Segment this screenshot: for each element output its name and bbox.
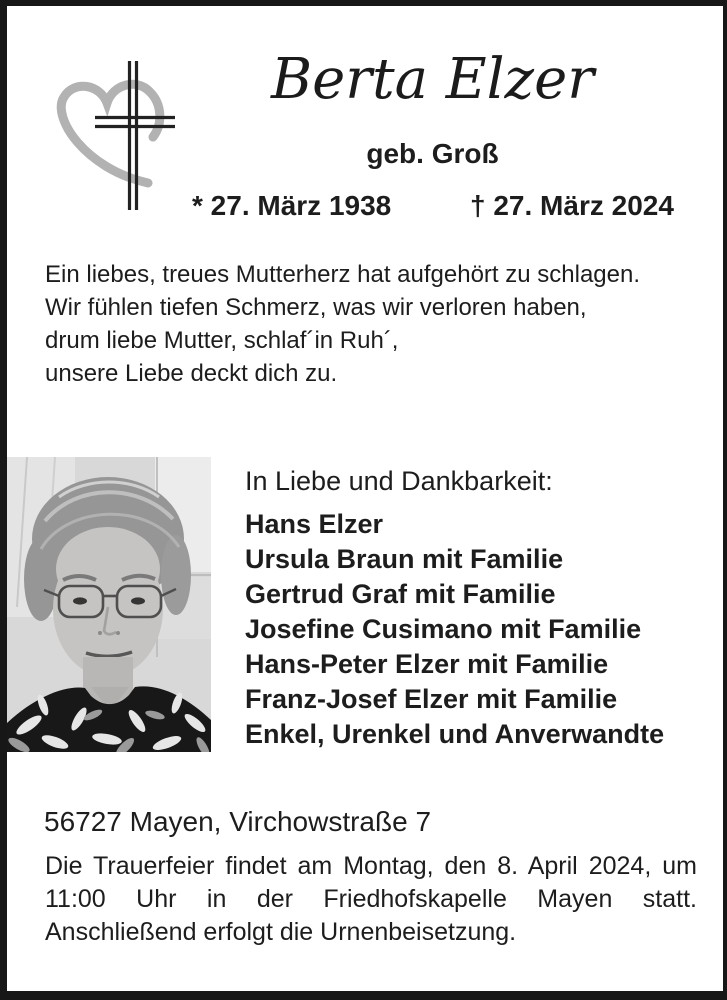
portrait-photo	[7, 457, 211, 752]
mourner-name: Enkel, Urenkel und Anverwandte	[245, 719, 665, 749]
verse-line: drum liebe Mutter, schlaf´in Ruh´,	[45, 327, 399, 354]
dedication-heading: In Liebe und Dankbarkeit:	[245, 466, 553, 496]
birth-date: * 27. März 1938	[192, 190, 392, 221]
mourner-name: Josefine Cusimano mit Familie	[245, 614, 642, 644]
funeral-info	[45, 850, 697, 949]
mourner-name: Franz-Josef Elzer mit Familie	[245, 684, 618, 714]
mourner-name: Hans Elzer	[245, 509, 384, 539]
maiden-name: geb. Groß	[366, 138, 499, 169]
funeral-line: Die Trauerfeier findet am Montag, den 8. April 2024, um	[45, 852, 697, 880]
mourners-section	[245, 466, 705, 752]
verse-line: unsere Liebe deckt dich zu.	[45, 360, 338, 387]
death-date: † 27. März 2024	[470, 190, 674, 221]
address-line: 56727 Mayen, Virchowstraße 7	[44, 806, 432, 837]
verse-line: Wir fühlen tiefen Schmerz, was wir verloren haben,	[45, 294, 587, 321]
memorial-verse	[45, 258, 640, 390]
verse-line: Ein liebes, treues Mutterherz hat aufgehört zu schlagen.	[45, 261, 641, 288]
mourner-name: Gertrud Graf mit Familie	[245, 579, 556, 609]
mourner-name: Hans-Peter Elzer mit Familie	[245, 649, 609, 679]
mourner-name: Ursula Braun mit Familie	[245, 544, 564, 574]
deceased-name: Berta Elzer	[271, 47, 594, 112]
funeral-line: 11:00 Uhr in der Friedhofskapelle Mayen statt.	[45, 885, 697, 913]
funeral-line: Anschließend erfolgt die Urnenbeisetzung.	[45, 918, 517, 946]
